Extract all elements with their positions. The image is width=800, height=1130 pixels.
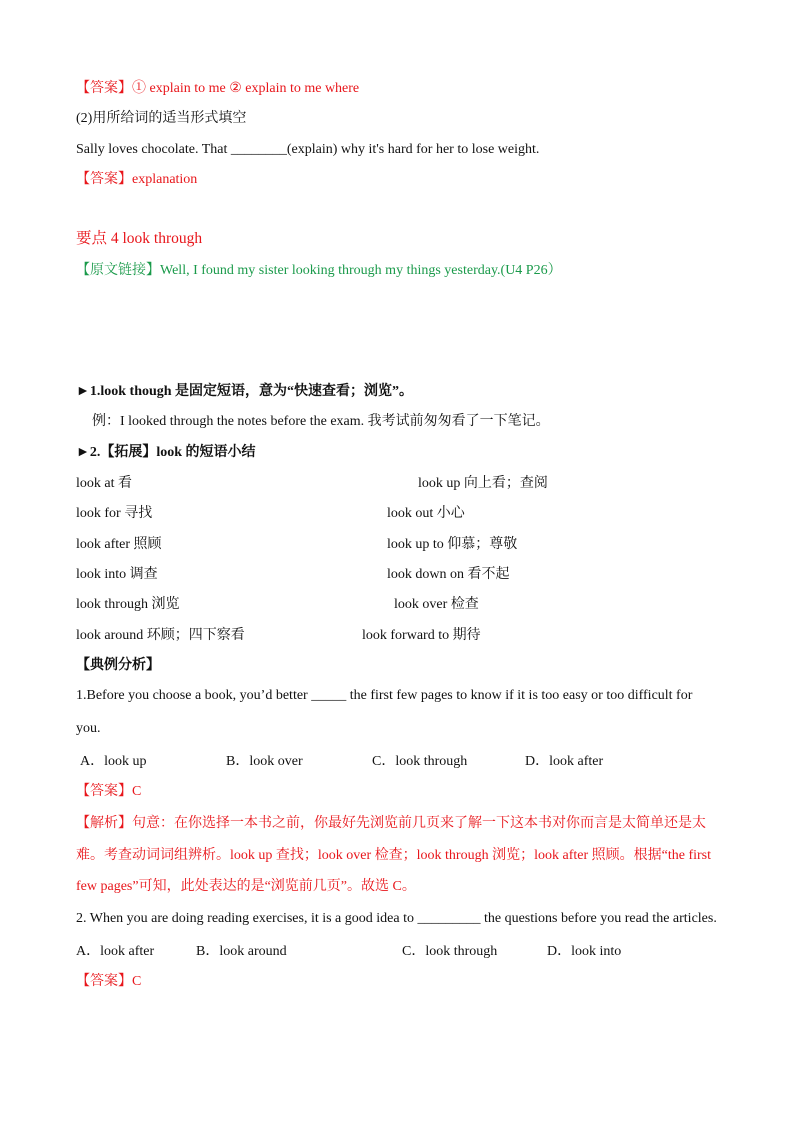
example-sentence: 例：I looked through the notes before the exam. 我考试前匆匆看了一下笔记。 (92, 414, 550, 429)
analysis-heading: 【典例分析】 (76, 658, 160, 673)
q2-option-a: A．look after (76, 944, 155, 959)
point-2-text: 2.【拓展】look 的短语小结 (89, 445, 256, 460)
answer-tag: 【答案】 (76, 172, 132, 187)
q1-option-b: B．look over (226, 754, 303, 769)
phrase-left: look through 浏览 (76, 597, 180, 612)
phrase-right: look up 向上看；查阅 (418, 476, 548, 491)
top-answer (76, 80, 359, 98)
phrase-left: look for 寻找 (76, 506, 153, 521)
q1-option-a: A．look up (80, 754, 147, 769)
q2-option-c: C．look through (402, 944, 498, 959)
phrase-right: look up to 仰慕；尊敬 (387, 537, 518, 552)
analysis-tag: 【解析】 (76, 816, 132, 831)
q2-option-d: D．look into (547, 944, 622, 959)
phrase-right: look out 小心 (387, 506, 465, 521)
answer-text: explanation (132, 172, 198, 187)
q1-line-2: you. (76, 721, 101, 736)
answer-tag: 【答案】 (76, 81, 132, 96)
section-title: 要点 4 look through (76, 230, 203, 247)
answer-tag: 【答案】 (76, 784, 132, 799)
fill-answer (76, 171, 197, 189)
answer-text: C (132, 974, 142, 989)
q2-answer (76, 973, 141, 991)
q1-line-1: 1.Before you choose a book, you’d better _____ the first few pages to know if it is too easy or too difficult for (76, 688, 693, 703)
source-tag: 【原文链接】 (76, 263, 160, 278)
point-2 (76, 444, 256, 462)
fill-instruction: (2)用所给词的适当形式填空 (76, 111, 247, 126)
triangle-marker-icon: ► (76, 384, 90, 399)
answer-text: ① explain to me ② explain to me where (132, 81, 360, 96)
phrase-left: look after 照顾 (76, 537, 162, 552)
phrase-right: look down on 看不起 (387, 567, 510, 582)
source-text: Well, I found my sister looking through my things yesterday.(U4 P26） (160, 263, 562, 278)
triangle-marker-icon: ► (76, 445, 90, 460)
answer-text: C (132, 784, 142, 799)
analysis-text: 句意：在你选择一本书之前，你最好先浏览前几页来了解一下这本书对你而言是太简单还是太 (132, 816, 706, 831)
q2-line-1: 2. When you are doing reading exercises, it is a good idea to _________ the questions before you read the articles. (76, 911, 717, 926)
phrase-right: look forward to 期待 (362, 628, 481, 643)
point-1 (76, 383, 413, 401)
q1-analysis-line-3: few pages”可知，此处表达的是“浏览前几页”。故选 C。 (76, 879, 416, 894)
fill-sentence: Sally loves chocolate. That ________(explain) why it's hard for her to lose weight. (76, 142, 540, 157)
point-1-text: 1.look though 是固定短语，意为“快速查看；浏览”。 (89, 384, 414, 399)
source-link (76, 262, 562, 280)
q1-analysis-line-2: 难。考查动词词组辨析。look up 查找；look over 检查；look through 浏览；look after 照顾。根据“the first (76, 848, 711, 863)
phrase-left: look into 调查 (76, 567, 158, 582)
phrase-right: look over 检查 (394, 597, 479, 612)
q2-option-b: B．look around (196, 944, 287, 959)
q1-option-d: D．look after (525, 754, 604, 769)
answer-tag: 【答案】 (76, 974, 132, 989)
phrase-left: look around 环顾；四下察看 (76, 628, 245, 643)
q1-answer (76, 783, 141, 801)
q1-option-c: C．look through (372, 754, 468, 769)
phrase-left: look at 看 (76, 476, 132, 491)
q1-analysis-line-1 (76, 815, 706, 833)
